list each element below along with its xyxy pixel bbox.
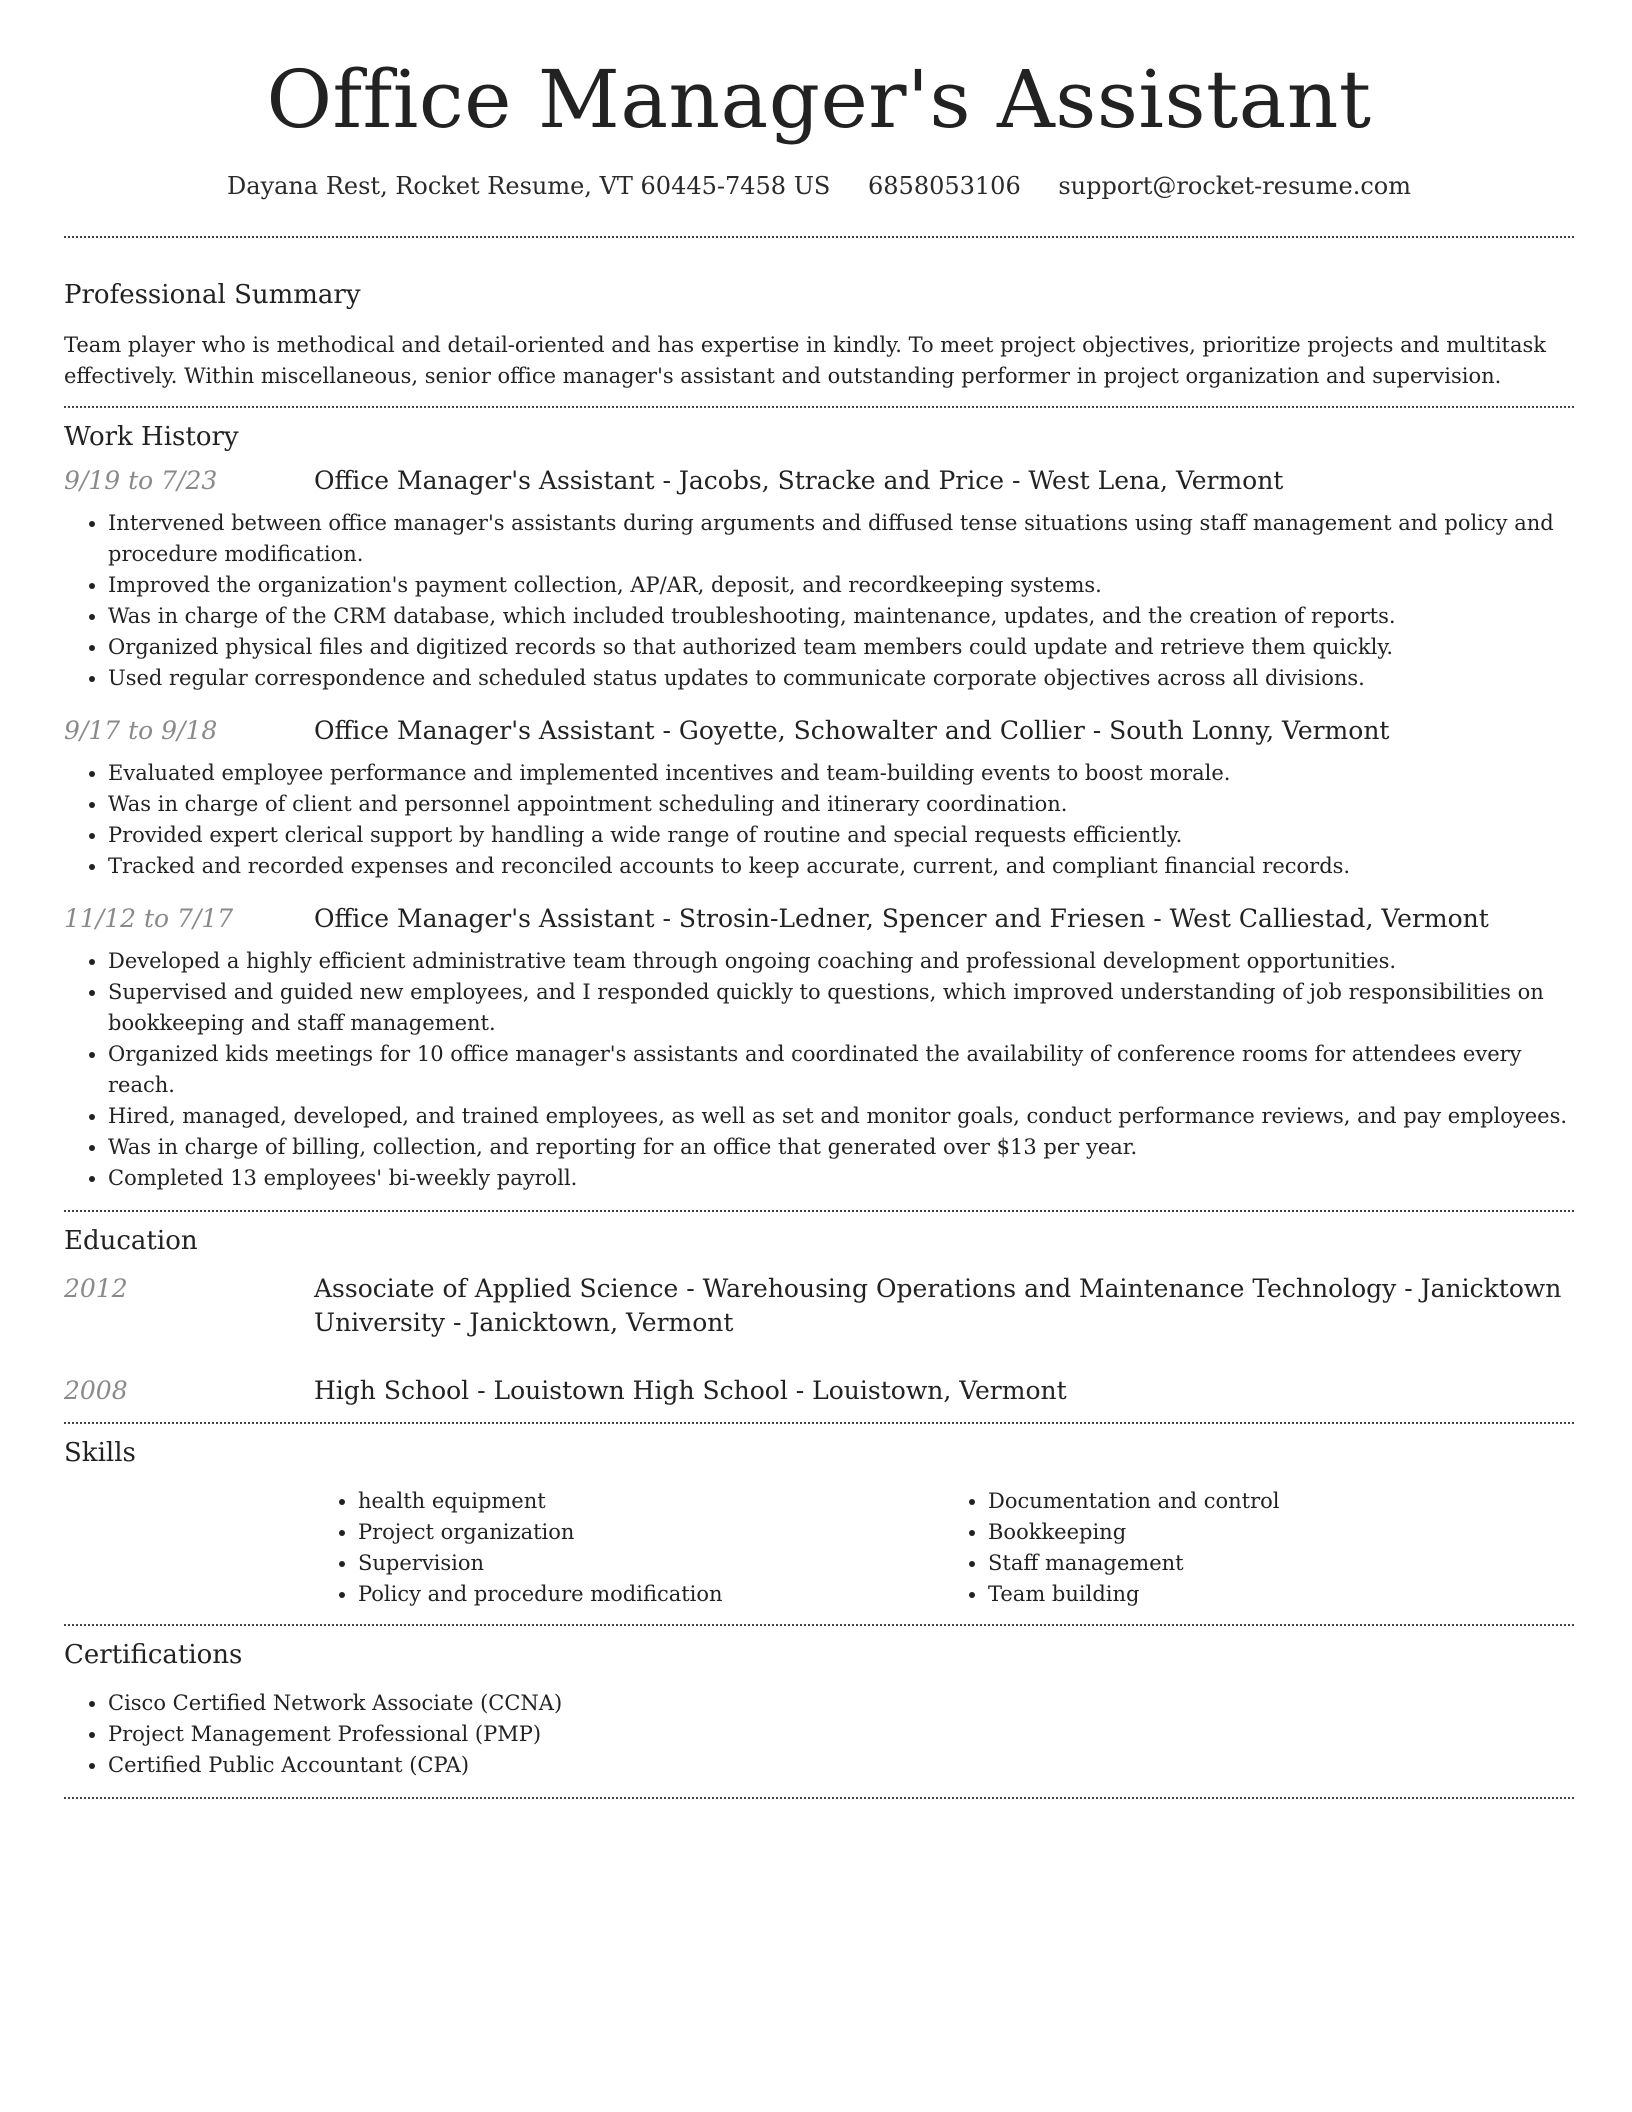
list-item: • Supervision — [358, 1548, 944, 1579]
skills-section — [64, 1424, 1574, 1610]
list-item: • Developed a highly efficient administrative team through ongoing coaching and professional development opportunities. — [108, 946, 1574, 977]
education-year: 2008 — [64, 1376, 128, 1405]
list-item: • Team building — [988, 1579, 1574, 1610]
professional-summary-section — [64, 238, 1574, 406]
job-dates: 11/12 to 7/17 — [64, 904, 234, 933]
list-item: • Completed 13 employees' bi-weekly payroll. — [108, 1163, 1574, 1194]
list-item: • Organized physical files and digitized records so that authorized team members could update and retrieve them quickly. — [108, 632, 1574, 663]
list-item: • Policy and procedure modification — [358, 1579, 944, 1610]
list-item: • Evaluated employee performance and implemented incentives and team-building events to boost morale. — [108, 758, 1574, 789]
job-dates: 9/17 to 9/18 — [64, 716, 218, 745]
education-section — [64, 1212, 1574, 1408]
job-heading: Office Manager's Assistant - Jacobs, Stracke and Price - West Lena, Vermont — [314, 466, 1284, 495]
list-item: • Organized kids meetings for 10 office manager's assistants and coordinated the availability of conference rooms for attendees every reach. — [108, 1039, 1574, 1101]
job-entry — [64, 464, 1574, 498]
list-item: • Project Management Professional (PMP) — [108, 1719, 1574, 1750]
contact-email: support@rocket-resume.com — [1058, 172, 1411, 200]
job-bullets — [64, 758, 1574, 882]
job-bullets — [64, 508, 1574, 694]
list-item: • Was in charge of the CRM database, which included troubleshooting, maintenance, updates, and the creation of reports. — [108, 601, 1574, 632]
job-entry — [64, 902, 1574, 936]
education-heading: Associate of Applied Science - Warehousing Operations and Maintenance Technology - Janicktown University - Janicktown, Vermont — [314, 1274, 1562, 1337]
section-title-certifications: Certifications — [64, 1640, 243, 1670]
list-item: • Cisco Certified Network Associate (CCNA) — [108, 1688, 1574, 1719]
job-bullets — [64, 946, 1574, 1194]
list-item: • Used regular correspondence and scheduled status updates to communicate corporate objectives across all divisions. — [108, 663, 1574, 694]
resume-page — [64, 0, 1574, 1799]
resume-title: Office Manager's Assistant — [266, 53, 1372, 146]
list-item: • Improved the organization's payment collection, AP/AR, deposit, and recordkeeping systems. — [108, 570, 1574, 601]
list-item: • Supervised and guided new employees, and I responded quickly to questions, which improved understanding of job responsibilities on bookkeeping and staff management. — [108, 977, 1574, 1039]
list-item: • Was in charge of billing, collection, and reporting for an office that generated over $13 per year. — [108, 1132, 1574, 1163]
list-item: • health equipment — [358, 1486, 944, 1517]
education-entry — [64, 1272, 1574, 1340]
job-entry — [64, 714, 1574, 748]
list-item: • Documentation and control — [988, 1486, 1574, 1517]
list-item: • Provided expert clerical support by handling a wide range of routine and special requests efficiently. — [108, 820, 1574, 851]
section-title-education: Education — [64, 1226, 198, 1256]
section-title-summary: Professional Summary — [64, 280, 361, 310]
certifications-list — [64, 1688, 1574, 1781]
section-divider — [64, 1797, 1574, 1799]
list-item: • Staff management — [988, 1548, 1574, 1579]
contact-line — [64, 170, 1574, 202]
skills-grid — [314, 1486, 1574, 1610]
list-item: • Was in charge of client and personnel appointment scheduling and itinerary coordination. — [108, 789, 1574, 820]
list-item: • Hired, managed, developed, and trained employees, as well as set and monitor goals, conduct performance reviews, and pay employees. — [108, 1101, 1574, 1132]
education-entry — [64, 1374, 1574, 1408]
education-year: 2012 — [64, 1274, 128, 1303]
section-title-skills: Skills — [64, 1438, 136, 1468]
list-item: • Bookkeeping — [988, 1517, 1574, 1548]
job-heading: Office Manager's Assistant - Goyette, Schowalter and Collier - South Lonny, Vermont — [314, 716, 1390, 745]
contact-phone: 6858053106 — [868, 172, 1021, 200]
list-item: • Certified Public Accountant (CPA) — [108, 1750, 1574, 1781]
education-heading: High School - Louistown High School - Louistown, Vermont — [314, 1376, 1067, 1405]
work-history-section — [64, 408, 1574, 1194]
list-item: • Intervened between office manager's assistants during arguments and diffused tense situations using staff management and policy and procedure modification. — [108, 508, 1574, 570]
contact-address: Dayana Rest, Rocket Resume, VT 60445-7458 US — [227, 172, 831, 200]
certifications-section — [64, 1626, 1574, 1781]
skills-list-right — [944, 1486, 1574, 1610]
list-item: • Project organization — [358, 1517, 944, 1548]
list-item: • Tracked and recorded expenses and reconciled accounts to keep accurate, current, and compliant financial records. — [108, 851, 1574, 882]
skills-list-left — [314, 1486, 944, 1610]
section-title-work: Work History — [64, 422, 239, 452]
job-dates: 9/19 to 7/23 — [64, 466, 218, 495]
summary-text: Team player who is methodical and detail-oriented and has expertise in kindly. To meet project objectives, prioritize projects and multitask effectively. Within miscellaneous, senior office manager's assistant and outstanding performer in project organization and supervision. — [64, 333, 1547, 388]
job-heading: Office Manager's Assistant - Strosin-Ledner, Spencer and Friesen - West Calliestad, Vermont — [314, 904, 1489, 933]
